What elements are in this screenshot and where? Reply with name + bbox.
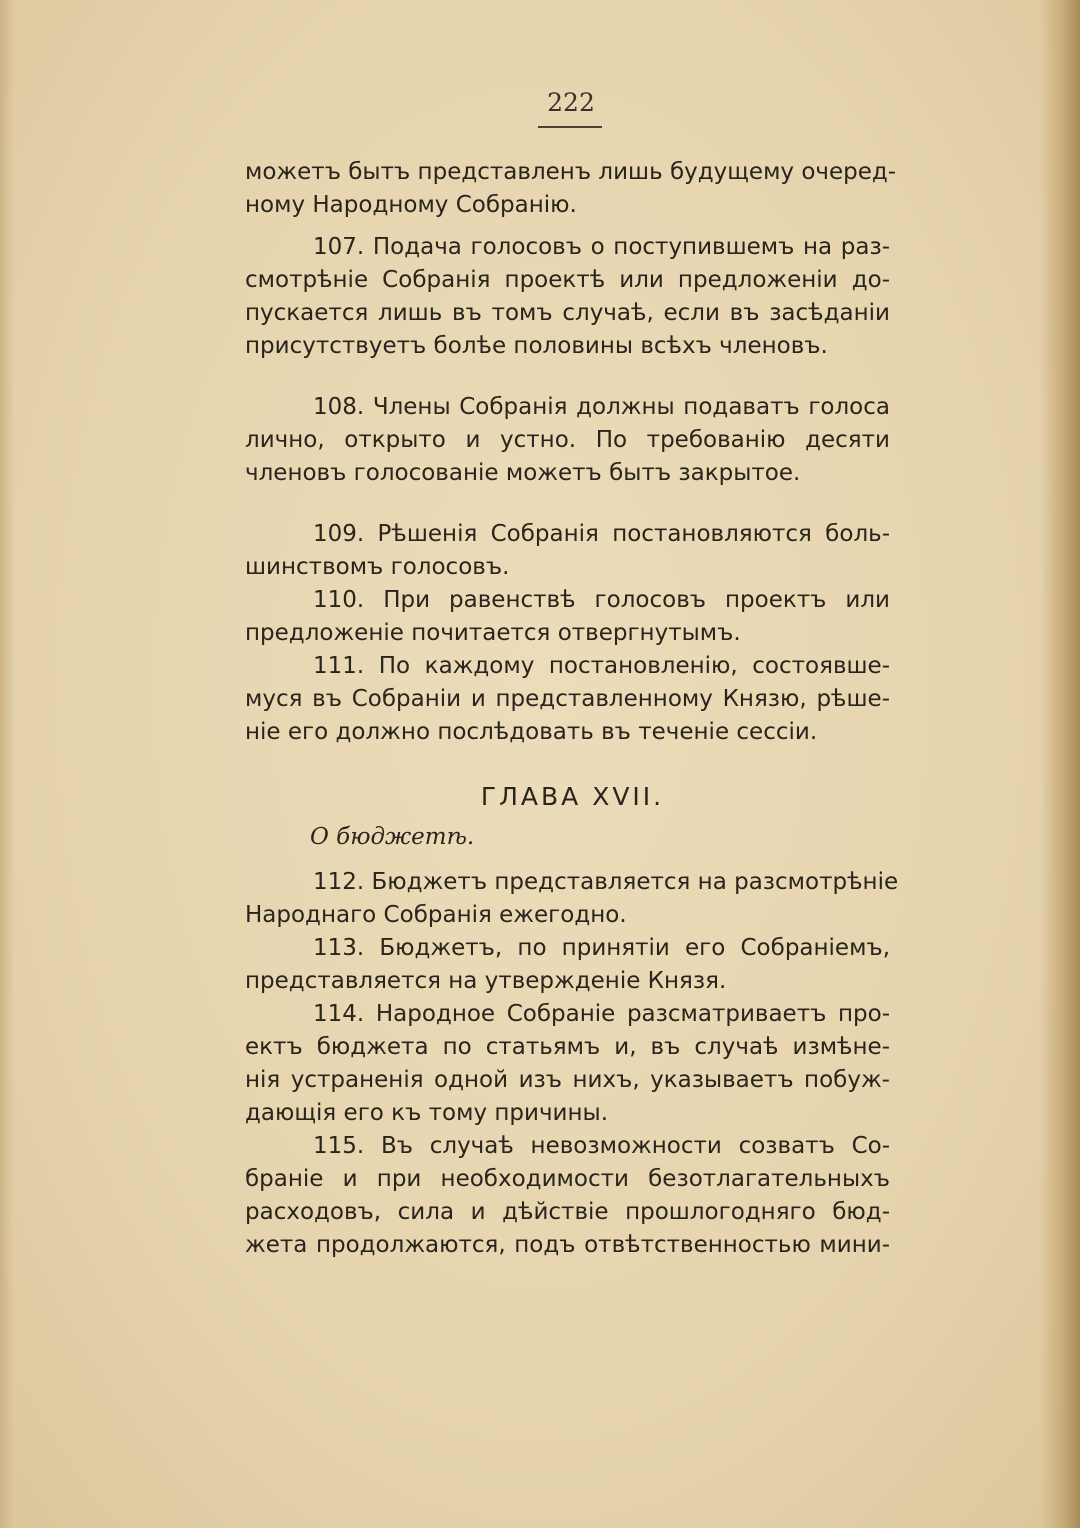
text-line: пускается лишь въ томъ случаѣ, если въ засѣданiи — [245, 300, 890, 326]
text-line: бранiе и при необходимости безотлагательныхъ — [245, 1166, 890, 1192]
article-109 — [245, 518, 890, 584]
paragraph-continuation — [245, 156, 897, 222]
text-line: дающiя его къ тому причины. — [245, 1100, 609, 1126]
article-113 — [245, 932, 890, 998]
text-line: нiя устраненiя одной изъ нихъ, указываетъ побуж- — [245, 1067, 890, 1093]
article-114 — [245, 998, 890, 1130]
text-line: 113. Бюджетъ, по принятiи его Собранiемъ, — [313, 935, 890, 961]
chapter-title: ГЛАВА XVII. — [480, 782, 665, 811]
text-line: членовъ голосованiе можетъ бытъ закрытое. — [245, 460, 801, 486]
text-line: можетъ бытъ представленъ лишь будущему очеред- — [245, 159, 897, 185]
text-line: представляется на утвержденiе Князя. — [245, 968, 727, 994]
text-line: 109. Рѣшенiя Собранiя постановляются боль- — [313, 521, 890, 547]
text-line: предложенiе почитается отвергнутымъ. — [245, 620, 741, 646]
article-110 — [245, 584, 890, 650]
text-line: нiе его должно послѣдовать въ теченiе сессiи. — [245, 719, 818, 745]
article-107 — [245, 231, 890, 363]
page-number: 222 — [547, 88, 595, 117]
text-line: муся въ Собранiи и представленному Князю, рѣше- — [245, 686, 890, 712]
text-line: Народнаго Собранiя ежегодно. — [245, 902, 627, 928]
text-line: шинствомъ голосовъ. — [245, 554, 510, 580]
text-line: ному Народному Собранiю. — [245, 192, 577, 218]
article-111 — [245, 650, 890, 749]
page-number-rule — [538, 126, 602, 128]
article-112 — [245, 866, 899, 932]
chapter-subtitle: О бюджетѣ. — [310, 824, 475, 850]
text-line: 107. Подача голосовъ о поступившемъ на раз- — [313, 234, 890, 260]
article-115 — [245, 1130, 890, 1262]
text-line: смотрѣнiе Собранiя проектѣ или предложенiи до- — [245, 267, 890, 293]
page-body — [245, 156, 899, 1262]
text-line: расходовъ, сила и дѣйствiе прошлогодняго бюд- — [245, 1199, 890, 1225]
text-line: 111. По каждому постановленiю, состоявше- — [313, 653, 890, 679]
text-line: 112. Бюджетъ представляется на разсмотрѣнiе — [313, 869, 899, 895]
text-line: 115. Въ случаѣ невозможности созватъ Со- — [313, 1133, 890, 1159]
text-line: 108. Члены Собранiя должны подаватъ голоса — [313, 394, 890, 420]
text-line: жета продолжаются, подъ отвѣтственностью мини- — [245, 1232, 890, 1258]
article-108 — [245, 391, 890, 490]
text-line: лично, открыто и устно. По требованiю десяти — [245, 427, 890, 453]
page-left-edge — [0, 0, 14, 1528]
page-gutter-shadow — [1040, 0, 1080, 1528]
text-line: 114. Народное Собранiе разсматриваетъ про- — [313, 1001, 890, 1027]
text-line: присутствуетъ болѣе половины всѣхъ членовъ. — [245, 333, 828, 359]
text-line: 110. При равенствѣ голосовъ проектъ или — [313, 587, 890, 613]
text-line: ектъ бюджета по статьямъ и, въ случаѣ измѣне- — [245, 1034, 890, 1060]
